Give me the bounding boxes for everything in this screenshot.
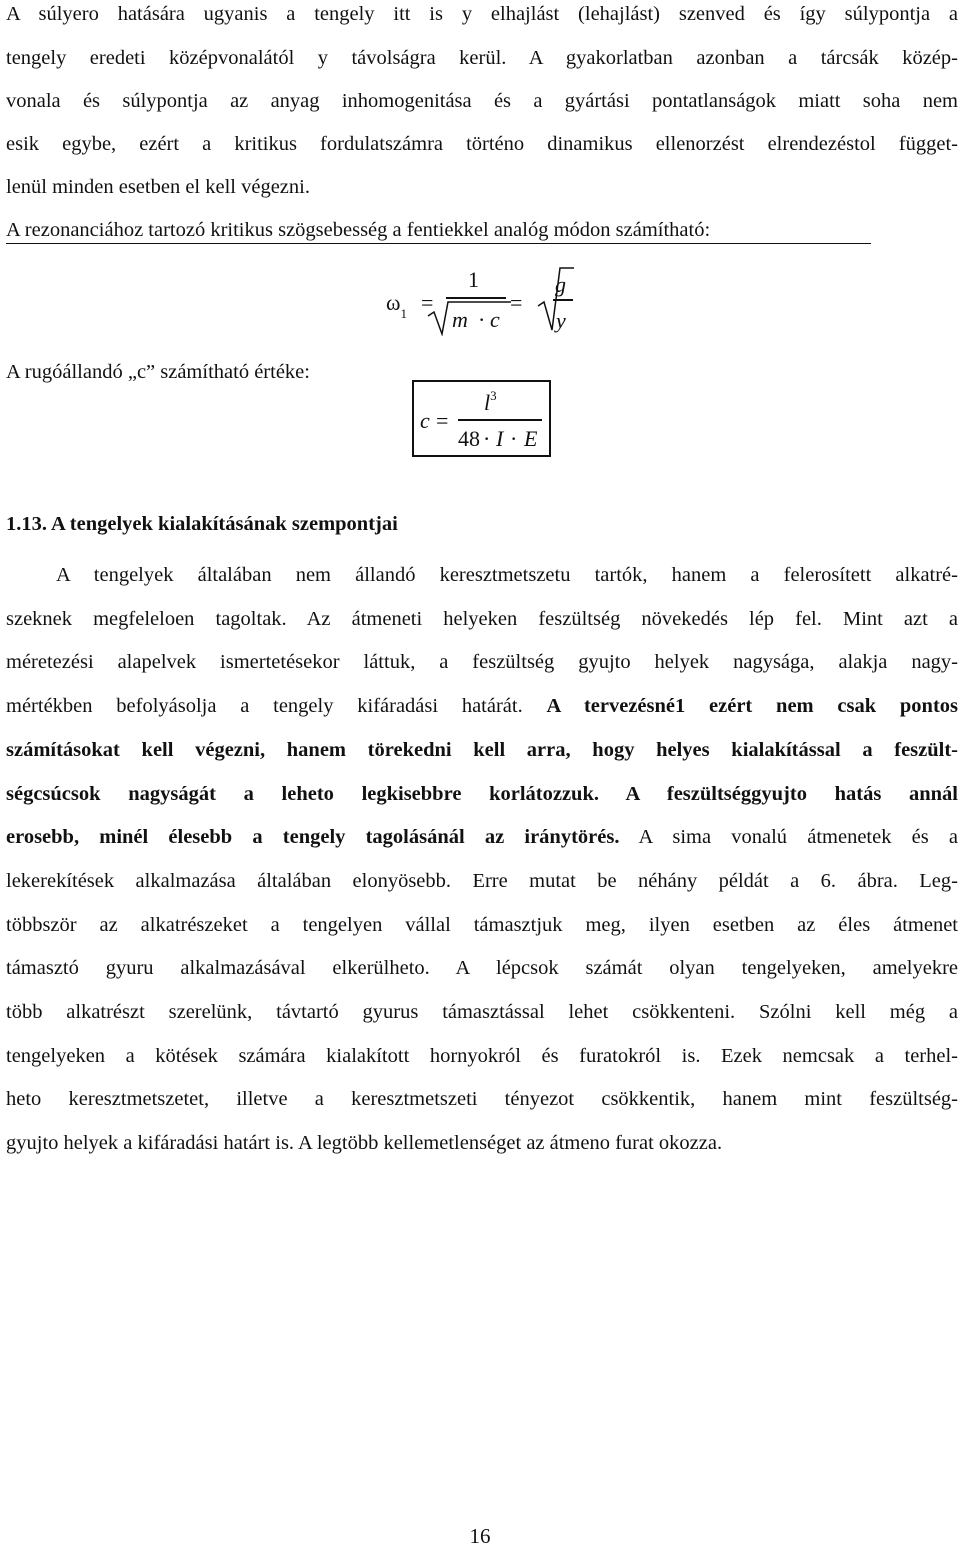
section-heading: 1.13. A tengelyek kialakításának szempontjai [6,513,398,535]
l-symbol: $l^3$ [484,388,497,415]
resonance-underline [6,243,871,244]
intro-line-3: vonala és súlypontja az anyag inhomogenitása és a gyártási pontatlanságok miatt soha nem [6,90,958,112]
equals-sign-1: = [421,290,434,315]
body-line-5: számításokat kell végezni, hanem törekedni kell arra, hogy helyes kialakítással a feszült- [6,739,958,761]
body-line-12: tengelyeken a kötések számára kialakított hornyokról és furatokról is. Ezek nemcsak a terhel- [6,1045,958,1067]
body-line-4: mértékben befolyásolja a tengely kifáradási határát. A tervezésné1 ezért nem csak pontos [6,695,958,717]
sqrt-sign-1 [426,300,516,336]
body-line-6: ségcsúcsok nagyságát a leheto legkisebbre korlátozzuk. A feszültséggyujto hatás annál [6,783,958,805]
intro-line-4: esik egybe, ezért a kritikus fordulatszámra történo dinamikus ellenorzést elrendezéstol függet- [6,133,958,155]
body-line-9: többször az alkatrészeket a tengelyen vállal támasztjuk meg, ilyen esetben az éles átmenet [6,914,958,936]
c-equals: = [436,408,449,433]
intro-line-2: tengely eredeti középvonalától y távolságra kerül. A gyakorlatban azonban a tárcsák közép- [6,47,958,69]
c-symbol: c [420,408,430,433]
omega-symbol: $\omega_1$ [386,290,407,321]
resonance-line: A rezonanciához tartozó kritikus szögsebesség a fentiekkel analóg módon számítható: [6,219,711,241]
body-line-3: méretezési alapelvek ismertetésekor láttuk, a feszültség gyujto helyek nagysága, alakja nagy- [6,651,958,673]
body-line-11: több alkatrészt szerelünk, távtartó gyurus támasztással lehet csökkenteni. Szólni kell még a [6,1001,958,1023]
body-line-2: szeknek megfeleloen tagoltak. Az átmeneti helyeken feszültség növekedés lép fel. Mint azt a [6,608,958,630]
den-dot: · [478,307,486,332]
sqrt-fraction-bar [553,299,573,301]
den-E: E [524,426,538,451]
den-dot-2: · [510,426,518,451]
spring-constant-line: A rugóállandó „c” számítható értéke: [6,361,310,383]
body-line-10: támasztó gyuru alkalmazásával elkerülheto. A lépcsok számát olyan tengelyeken, amelyekre [6,957,958,979]
body-line-13: heto keresztmetszetet, illetve a keresztmetszeti tényezot csökkentik, hanem mint feszültség- [6,1088,958,1110]
sqrt-g: g [555,272,566,297]
formula-c-box [412,380,551,457]
intro-line-5: lenül minden esetben el kell végezni. [6,176,310,198]
page-number: 16 [469,1524,491,1548]
body-line-7: erosebb, minél élesebb a tengely tagolásánál az iránytörés. A sima vonalú átmenetek és a [6,826,958,848]
body-line-8: lekerekítések alkalmazása általában elonyösebb. Erre mutat be néhány példát a 6. ábra. Leg- [6,870,958,892]
den-I: I [496,426,504,451]
intro-line-1: A súlyero hatására ugyanis a tengely itt is y elhajlást (lehajlást) szenved és így súlypontja a [6,3,958,25]
sqrt-y: y [556,308,566,333]
equals-sign-2: = [510,290,523,315]
den-dot-1: · [483,426,491,451]
den-48: 48 [458,426,480,451]
den-m: m [452,307,468,332]
c-fraction-bar [458,419,542,421]
body-line-1: A tengelyek általában nem állandó keresztmetszetu tartók, hanem a felerosített alkatré- [56,564,958,586]
body-line-14: gyujto helyek a kifáradási határt is. A legtöbb kellemetlenséget az átmeno furat okozza. [6,1132,723,1154]
fraction-numerator: 1 [468,267,479,292]
den-c: c [490,307,500,332]
fraction-bar [446,297,506,299]
